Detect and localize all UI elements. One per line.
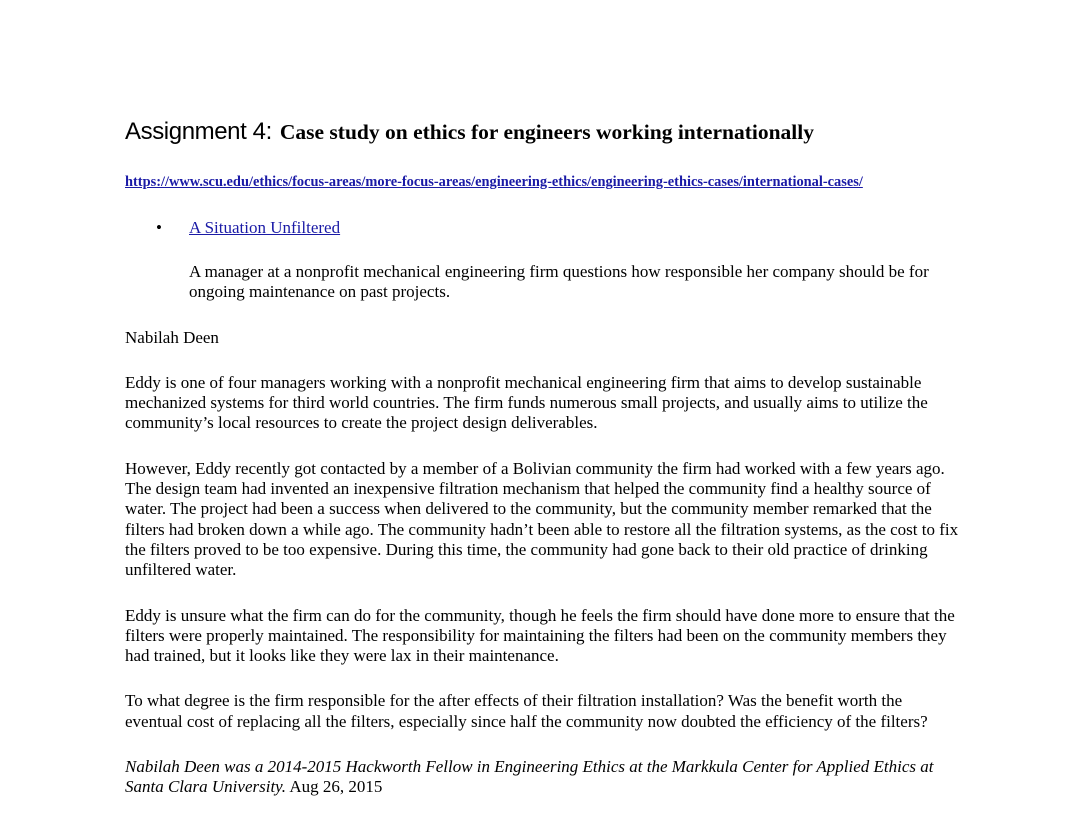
author-credit — [125, 757, 960, 798]
case-title-link[interactable]: A Situation Unfiltered — [189, 218, 341, 237]
list-item — [125, 217, 960, 303]
credit-date: Aug 26, 2015 — [286, 777, 383, 797]
credit-text: Nabilah Deen was a 2014-2015 Hackworth Fellow in Engineering Ethics at the Markkula Center for Applied Ethics at Santa Clara University. — [125, 757, 934, 797]
paragraph-dilemma: Eddy is unsure what the firm can do for the community, though he feels the firm should have done more to ensure that the filters were properly maintained. The responsibility for maintaining the filters had been on the community members they had trained, but it looks like they were lax in their maintenance. — [125, 605, 955, 666]
paragraph-intro: Eddy is one of four managers working with a nonprofit mechanical engineering firm that aims to develop sustainable mechanized systems for third world countries. The firm funds numerous small projects, and usually aims to utilize the community’s local resources to create the project design deliverables. — [125, 372, 928, 433]
title-lead: Assignment 4: — [125, 118, 272, 145]
title-rest: Case study on ethics for engineers working internationally — [279, 120, 814, 144]
author-name: Nabilah Deen — [125, 327, 219, 347]
paragraph-background: However, Eddy recently got contacted by a member of a Bolivian community the firm had worked with a few years ago. The design team had invented an inexpensive filtration mechanism that helped the community find a healthy source of water. The project had been a success when delivered to the community, but the community member remarked that the filters had broken down a while ago. The community hadn’t been able to restore all the filtration systems, as the cost to fix the filters proved to be too expensive. During this time, the community had gone back to their old practice of drinking unfiltered water. — [125, 458, 959, 580]
paragraph-questions: To what degree is the firm responsible for the after effects of their filtration installation? Was the benefit worth the eventual cost of replacing all the filters, especially since half the community now doubted the efficiency of the filters? — [125, 691, 928, 731]
case-list — [125, 217, 960, 303]
page-title — [125, 112, 960, 148]
case-description: A manager at a nonprofit mechanical engineering firm questions how responsible her company should be for ongoing maintenance on past projects. — [189, 262, 929, 302]
bullet-icon: • — [156, 218, 162, 237]
source-url-link[interactable]: https://www.scu.edu/ethics/focus-areas/more-focus-areas/engineering-ethics/engineering-ethics-cases/international-cases/ — [125, 174, 863, 190]
document-page — [125, 112, 960, 798]
